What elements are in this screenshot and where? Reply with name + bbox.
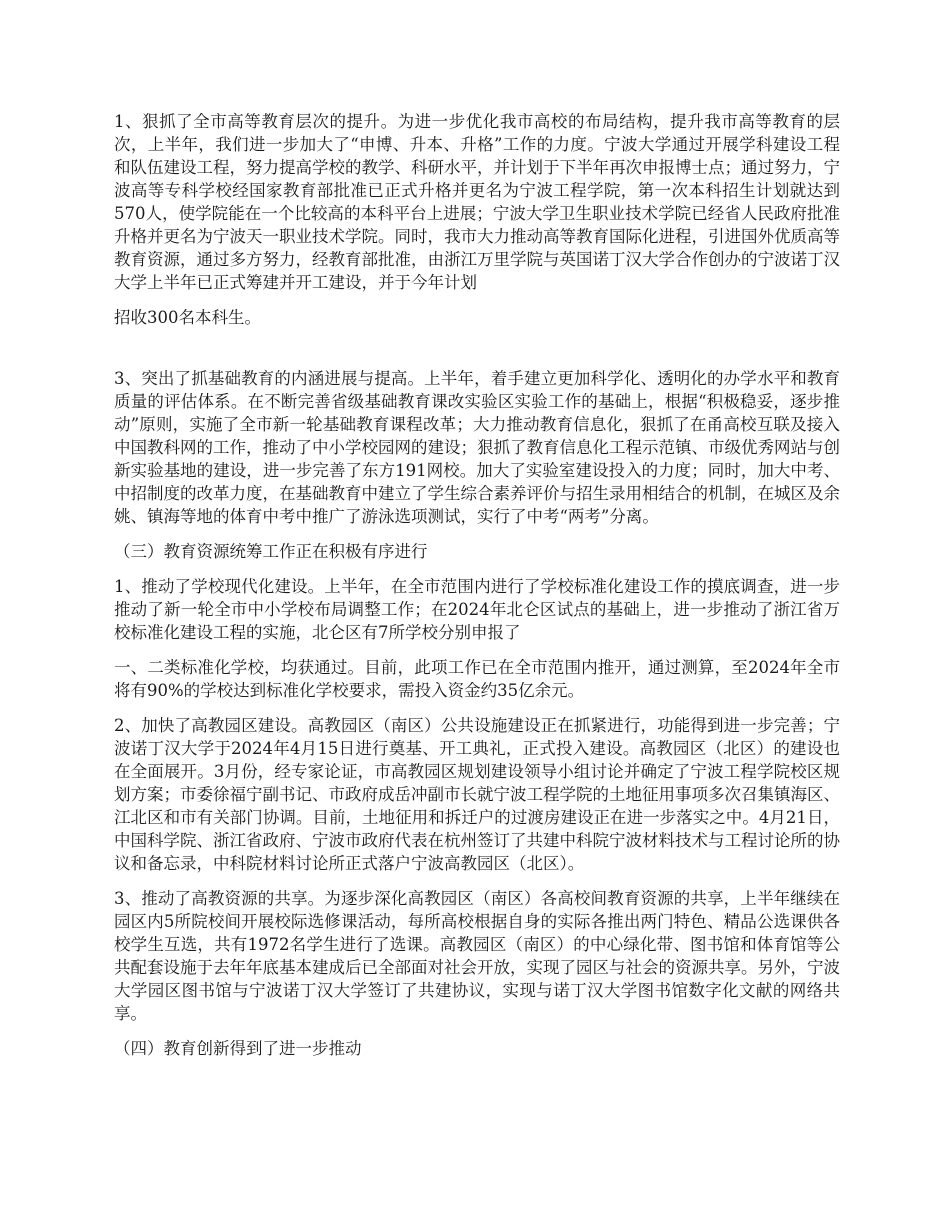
paragraph-campus-construction: 2、加快了高教园区建设。高教园区（南区）公共设施建设正在抓紧进行，功能得到进一步完善；宁波诺丁汉大学于2024年4月15日进行奠基、开工典礼，正式投入建设。高教园区（北区）的建设也在全面展开。3月份，经专家论证，市高教园区规划建设领导小组讨论并确定了宁波工程学院校区规划方案；市委徐福宁副书记、市政府成岳冲副市长就宁波工程学院的土地征用事项多次召集镇海区、江北区和市有关部门协调。目前，土地征用和拆迁户的过渡房建设正在进一步落实之中。4月21日，中国科学院、浙江省政府、宁波市政府代表在杭州签订了共建中科院宁波材料技术与工程讨论所的协议和备忘录，中科院材料讨论所正式落户宁波高教园区（北区）。 — [114, 716, 840, 873]
document-body — [114, 110, 840, 1072]
blank-gap — [114, 341, 840, 367]
paragraph-basic-education: 3、突出了抓基础教育的内涵进展与提高。上半年，着手建立更加科学化、透明化的办学水平和教育质量的评估体系。在不断完善省级基础教育课改实验区实验工作的基础上，根据“积极稳妥，逐步推动”原则，实施了全市新一轮基础教育课程改革；大力推动教育信息化，狠抓了在甬高校互联及接入中国教科网的工作，推动了中小学校园网的建设；狠抓了教育信息化工程示范镇、市级优秀网站与创新实验基地的建设，进一步完善了东方191网校。加大了实验室建设投入的力度；同时，加大中考、中招制度的改革力度，在基础教育中建立了学生综合素养评价与招生录用相结合的机制，在城区及余姚、镇海等地的体育中考中推广了游泳选项测试，实行了中考“两考”分离。 — [114, 369, 840, 526]
paragraph-resource-sharing: 3、推动了高教资源的共享。为逐步深化高教园区（南区）各高校间教育资源的共享，上半年继续在园区内5所院校间开展校际选修课活动，每所高校根据自身的实际各推出两门特色、精品公选课供各校学生互选，共有1972名学生进行了选课。高教园区（南区）的中心绿化带、图书馆和体育馆等公共配套设施于去年年底基本建成后已全部面对社会开放，实现了园区与社会的资源共享。另外，宁波大学园区图书馆与宁波诺丁汉大学签订了共建协议，实现与诺丁汉大学图书馆数字化文献的网络共享。 — [114, 889, 840, 1023]
paragraph-enrollment: 招收300名本科生。 — [114, 308, 261, 327]
paragraph-standardization-result: 一、二类标准化学校，均获通过。目前，此项工作已在全市范围内推开，通过测算，至2024年全市将有90%的学校达到标准化学校要求，需投入资金约35亿余元。 — [114, 658, 840, 700]
section-heading-3: （三）教育资源统筹工作正在积极有序进行 — [114, 542, 428, 561]
paragraph-higher-education-level: 1、狠抓了全市高等教育层次的提升。为进一步优化我市高校的布局结构，提升我市高等教育的层次，上半年，我们进一步加大了“申博、升本、升格”工作的力度。宁波大学通过开展学科建设工程和队伍建设工程，努力提高学校的教学、科研水平，并计划于下半年再次申报博士点；通过努力，宁波高等专科学校经国家教育部批准已正式升格并更名为宁波工程学院，第一次本科招生计划就达到570人，使学院能在一个比较高的本科平台上进展；宁波大学卫生职业技术学院已经省人民政府批准升格并更名为宁波天一职业技术学院。同时，我市大力推动高等教育国际化进程，引进国外优质高等教育资源，通过多方努力，经教育部批准，由浙江万里学院与英国诺丁汉大学合作创办的宁波诺丁汉大学上半年已正式筹建并开工建设，并于今年计划 — [114, 112, 840, 292]
section-heading-4: （四）教育创新得到了进一步推动 — [114, 1039, 362, 1058]
paragraph-school-modernization: 1、推动了学校现代化建设。上半年，在全市范围内进行了学校标准化建设工作的摸底调查，进一步推动了新一轮全市中小学校布局调整工作；在2024年北仑区试点的基础上，进一步推动了浙江省万校标准化建设工程的实施，北仑区有7所学校分别申报了 — [114, 577, 840, 642]
